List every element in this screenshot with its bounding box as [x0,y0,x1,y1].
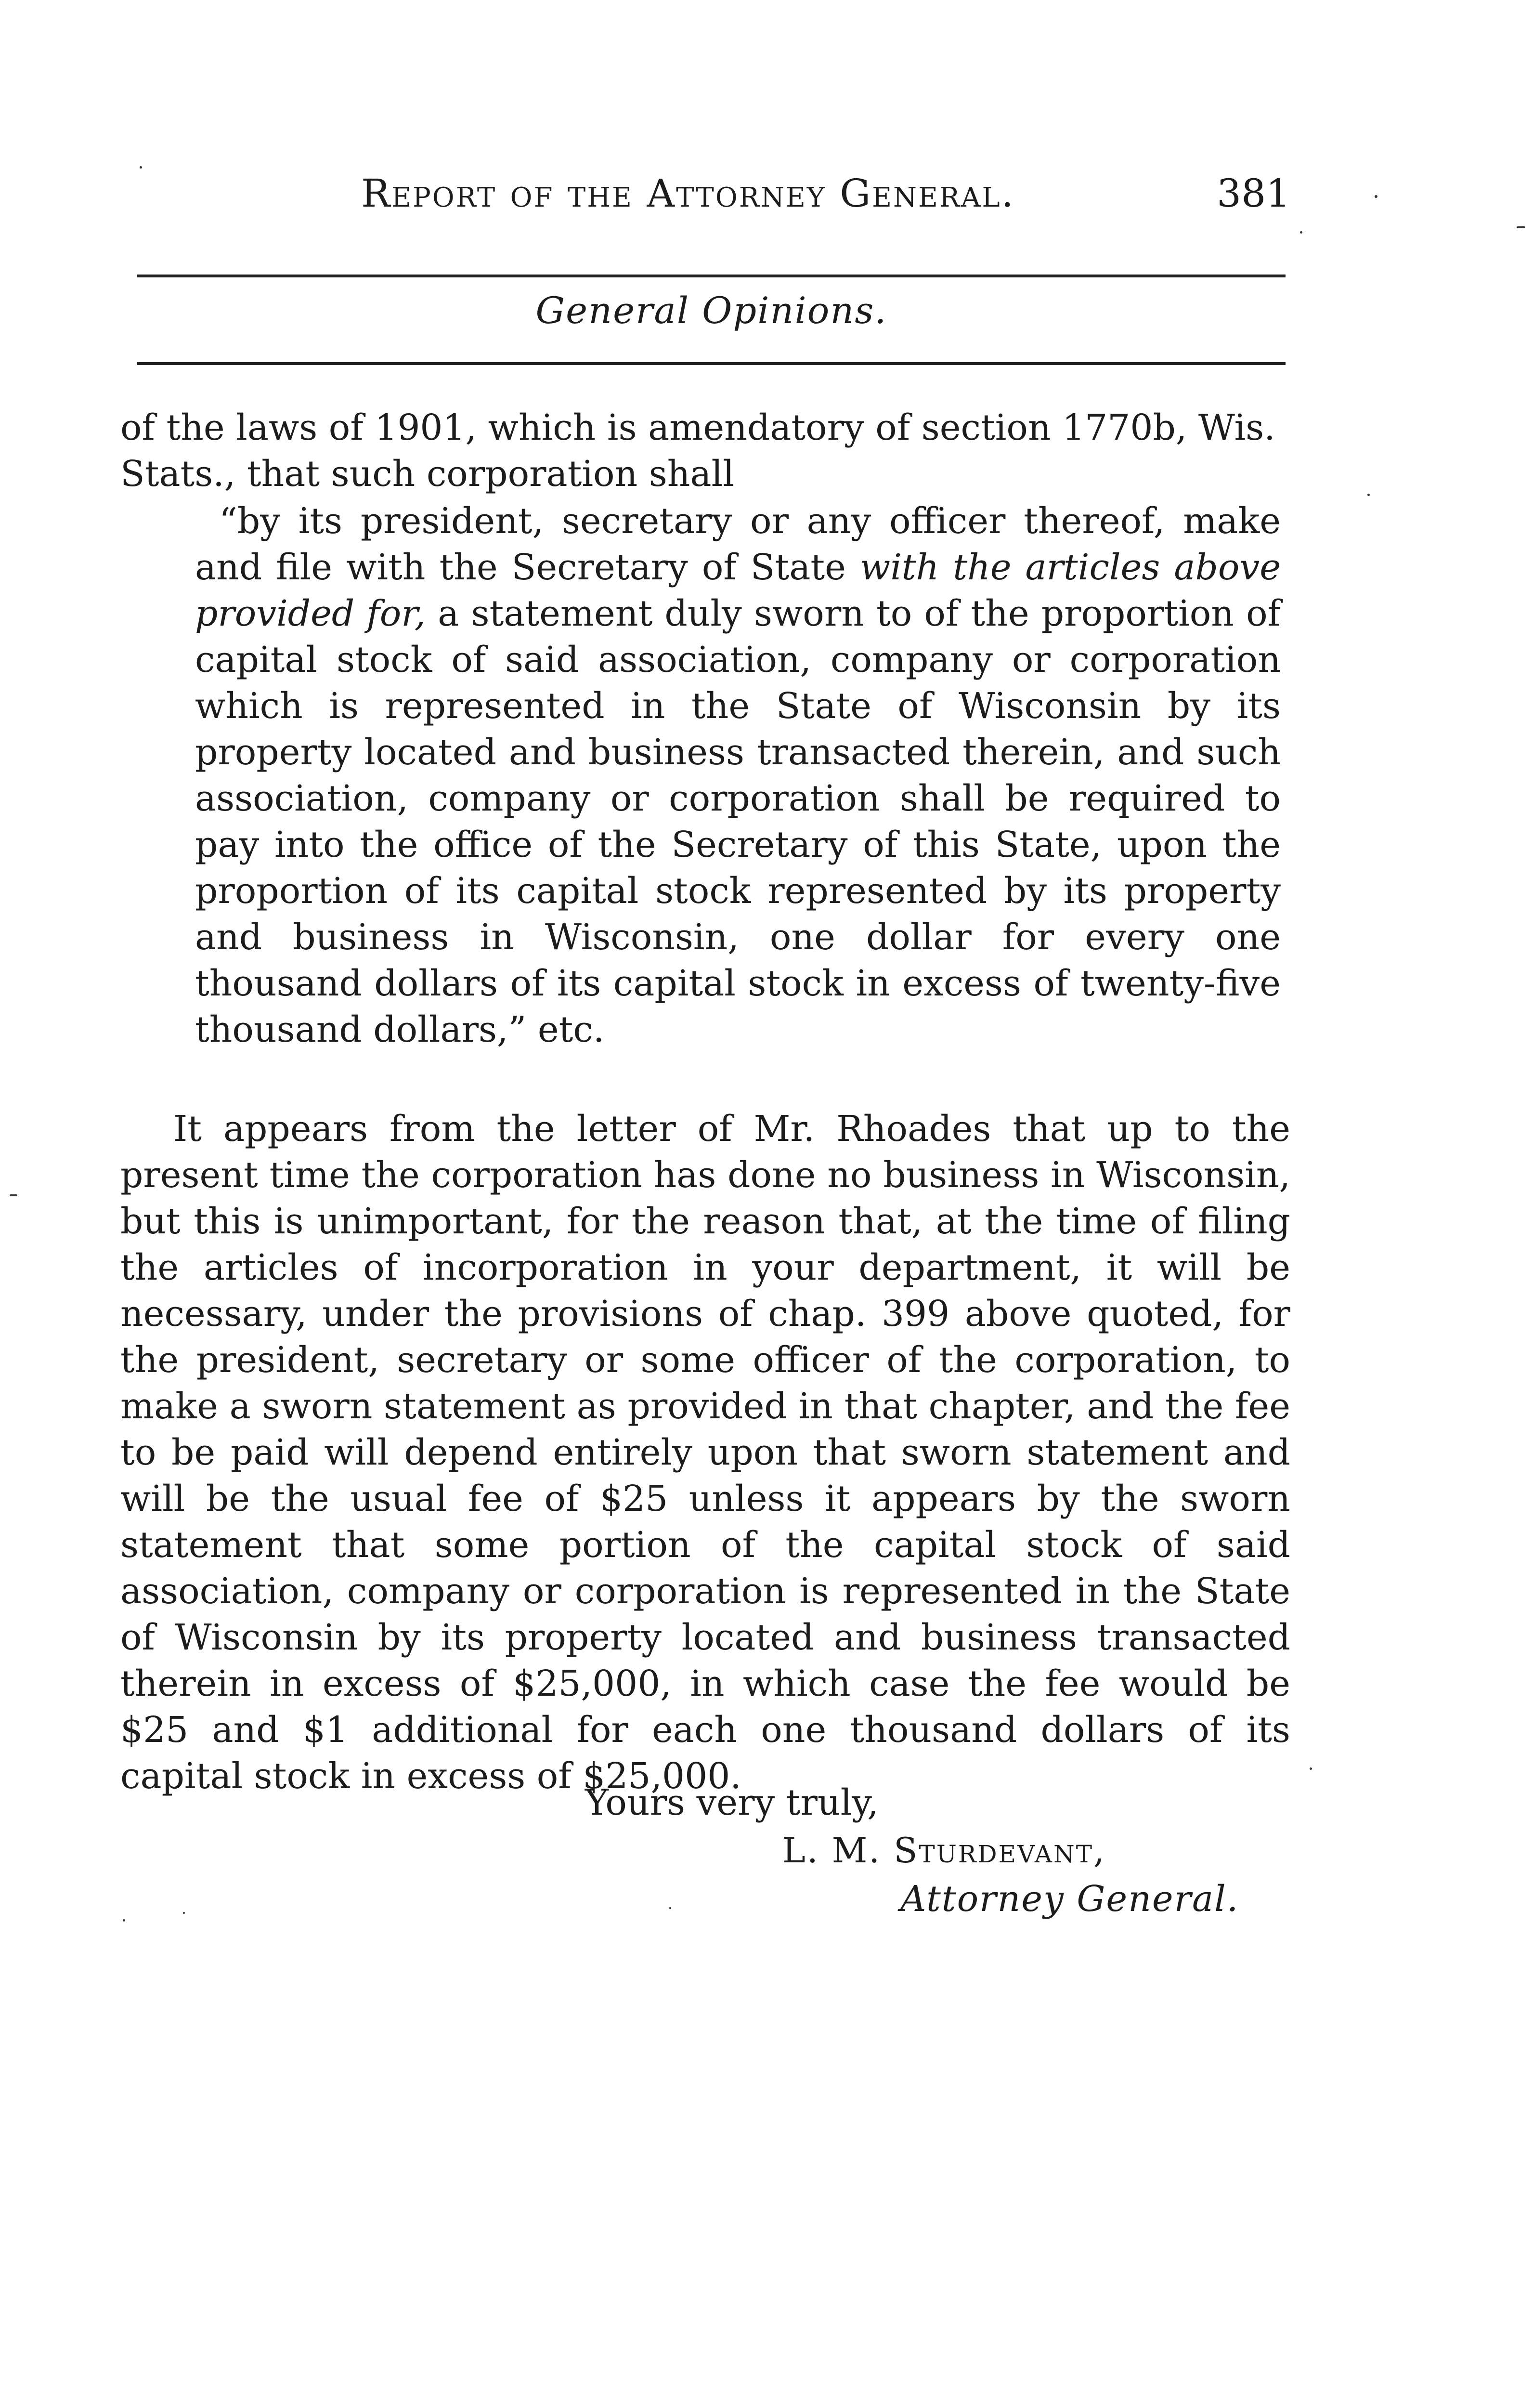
scan-speck [1310,1767,1312,1770]
intro-text: of the laws of 1901, which is amendatory of section 1770b, Wis. Stats., that such corporation shall [120,407,1275,495]
quote-text-start: “by its president, secretary or any officer thereof, make and file with the Secretary of State [195,500,1281,588]
closing-salutation: Yours very truly, [585,1782,879,1823]
quote-emphasis: with the articles above provided for, [195,547,1281,634]
scan-speck [1375,195,1377,198]
running-header [120,171,1290,224]
scan-speck [123,1919,125,1922]
signer-name: L. M. Sturdevant, [782,1830,1106,1871]
scan-speck [669,1907,671,1909]
scan-speck [1517,226,1525,228]
header-rule-bottom [137,362,1286,365]
scan-speck [1300,231,1302,234]
block-quote [120,498,1290,1053]
scan-speck [10,1194,17,1196]
quote-text-end: a statement duly sworn to of the proportion of capital stock of said association, company or corporation which is represented in the State of Wisconsin by its property located and business transacted therein, and such association, company or corporation shall be required to pay into the office of the Secretary of this State, upon the proportion of its capital stock represented by its property and business in Wisconsin, one dollar for every one thousand dollars of its capital stock in excess of twenty-five thousand dollars,” etc. [195,593,1281,1050]
scan-speck [1367,494,1370,496]
body-paragraph: It appears from the letter of Mr. Rhoades that up to the present time the corporation has done no business in Wisconsin, but this is unimportant, for the reason that, at the time of filing the articles of incorporation in your department, it will be necessary, under the provisions of chap. 399 above quoted, for the president, secretary or some officer of the corporation, to make a sworn statement as provided in that chapter, and the fee to be paid will depend entirely upon that sworn statement and will be the usual fee of $25 unless it appears by the sworn statement that some portion of the capital stock of said association, company or corporation is represented in the State of Wisconsin by its property located and business transacted therein in excess of $25,000, in which case the fee would be $25 and $1 additional for each one thousand dollars of its capital stock in excess of $25,000. [120,1108,1290,1797]
body-text [120,405,1290,1799]
page-number: 381 [1217,171,1290,216]
scan-speck [140,166,142,169]
section-title: General Opinions. [535,289,887,332]
scan-speck [183,1912,185,1914]
running-title: Report of the Attorney General. [361,171,1015,216]
signer-title: Attorney General. [900,1878,1239,1920]
header-rule-top [137,275,1286,277]
